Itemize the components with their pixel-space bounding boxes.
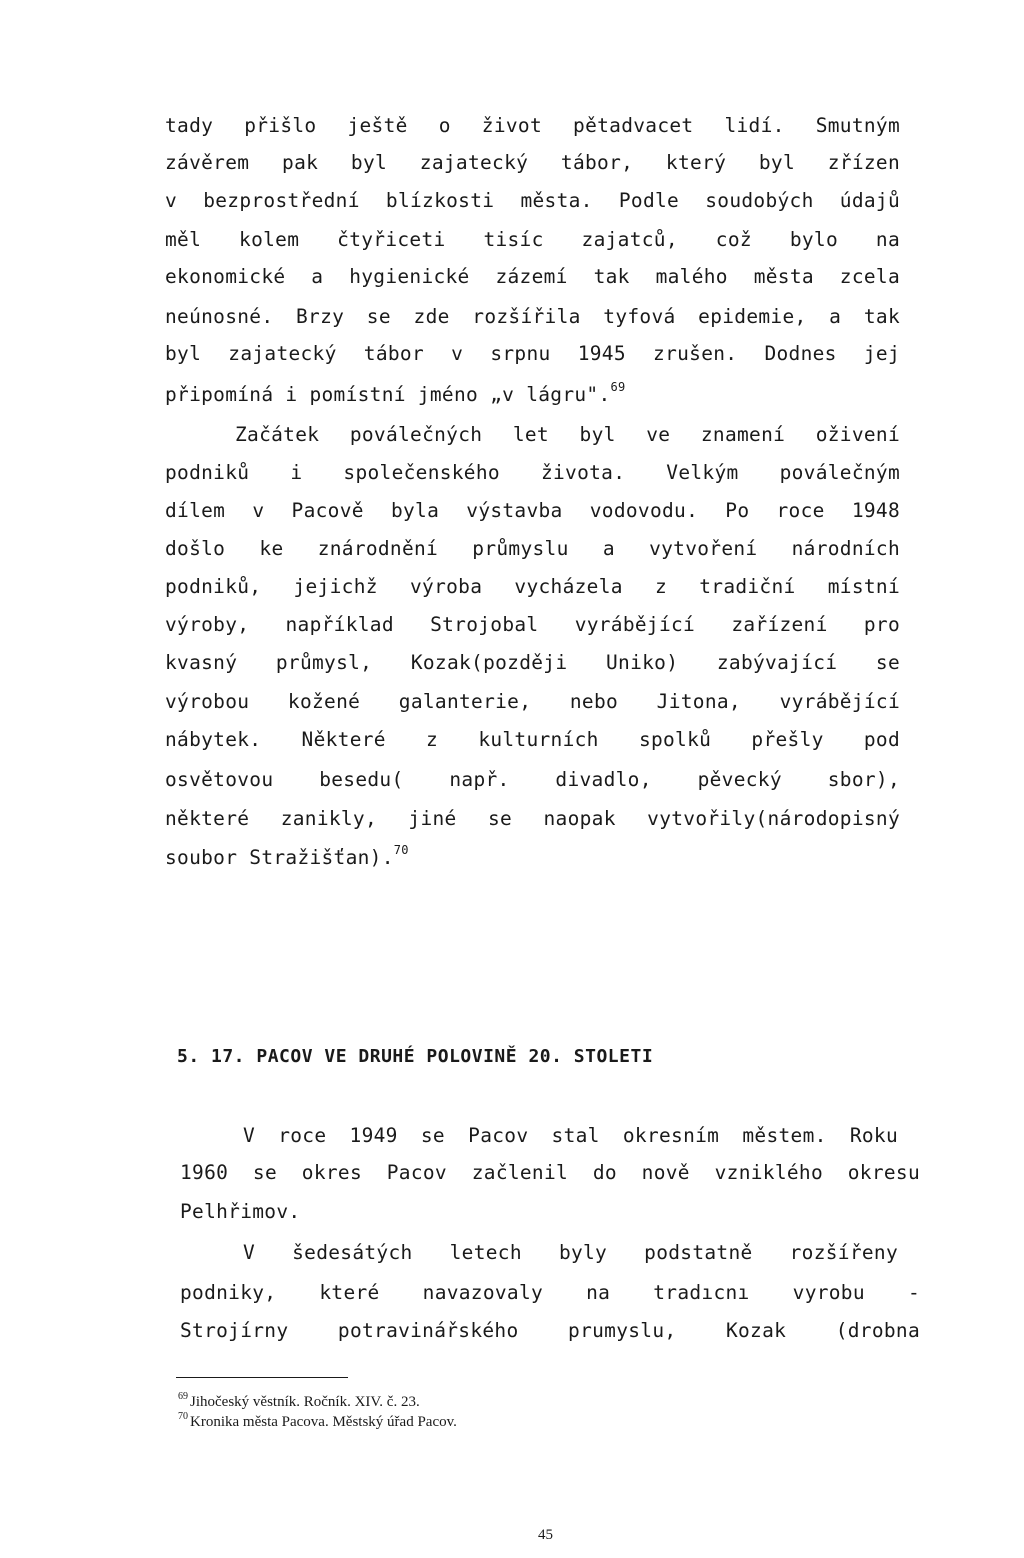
text-line: výroby, například Strojobal vyrábějící zařízení pro <box>165 613 900 636</box>
section-heading: 5. 17. PACOV VE DRUHÉ POLOVINĚ 20. STOLETI <box>177 1046 654 1067</box>
text-line-with-note <box>165 845 900 871</box>
text-line: Strojírny potravinářského prumyslu, Kozak (drobna <box>180 1319 920 1342</box>
text-line: měl kolem čtyřiceti tisíc zajatců, což bylo na <box>165 228 900 251</box>
text-line: výrobou kožené galanterie, nebo Jitona, vyrábějící <box>165 690 900 713</box>
footnote-number: 70 <box>178 1411 188 1422</box>
text-line: 1960 se okres Pacov začlenil do nově vzniklého okresu <box>180 1161 920 1184</box>
text-line: ekonomické a hygienické zázemí tak malého města zcela <box>165 265 900 288</box>
text-line: byl zajatecký tábor v srpnu 1945 zrušen. Dodnes jej <box>165 342 900 365</box>
footnote-ref-70: 70 <box>393 843 409 857</box>
text-line: osvětovou besedu( např. divadlo, pěvecký sbor), <box>165 768 900 791</box>
text-line: podniky, které navazovaly na tradıcnı vyrobu - <box>180 1281 920 1304</box>
footnote-ref-69: 69 <box>610 380 626 394</box>
text-line-with-note <box>165 382 900 408</box>
text-line: dílem v Pacově byla výstavba vodovodu. Po roce 1948 <box>165 499 900 522</box>
text-line: závěrem pak byl zajatecký tábor, který byl zřízen <box>165 151 900 174</box>
text-line: došlo ke znárodnění průmyslu a vytvoření národních <box>165 537 900 560</box>
text-line: V šedesátých letech byly podstatně rozšířeny <box>243 1241 898 1264</box>
footnote-text: Kronika města Pacova. Městský úřad Pacov. <box>190 1414 457 1430</box>
text-line: Začátek poválečných let byl ve znamení oživení <box>235 423 900 446</box>
text-line: některé zanikly, jiné se naopak vytvořily(národopisný <box>165 807 900 830</box>
footnote <box>178 1408 457 1431</box>
footnote-text: Jihočeský věstník. Ročník. XIV. č. 23. <box>190 1394 420 1410</box>
text-line: kvasný průmysl, Kozak(později Uniko) zabývající se <box>165 651 900 674</box>
footnote-divider <box>176 1377 348 1378</box>
text-line: Pelhřimov. <box>180 1200 301 1223</box>
text-line: připomíná i pomístní jméno „v lágru". <box>165 383 611 406</box>
text-line: v bezprostřední blízkosti města. Podle soudobých údajů <box>165 189 900 212</box>
text-line: nábytek. Některé z kulturních spolků přešly pod <box>165 728 900 751</box>
text-line: tady přišlo ještě o život pětadvacet lidí. Smutným <box>165 114 900 137</box>
text-line: soubor Stražišťan). <box>165 846 394 869</box>
text-line: podniků i společenského života. Velkým poválečným <box>165 461 900 484</box>
text-line: podniků, jejichž výroba vycházela z tradiční místní <box>165 575 900 598</box>
page-number: 45 <box>538 1527 553 1543</box>
footnote-number: 69 <box>178 1391 188 1402</box>
text-line: neúnosné. Brzy se zde rozšířila tyfová epidemie, a tak <box>165 305 900 328</box>
text-line: V roce 1949 se Pacov stal okresním městem. Roku <box>243 1124 898 1147</box>
